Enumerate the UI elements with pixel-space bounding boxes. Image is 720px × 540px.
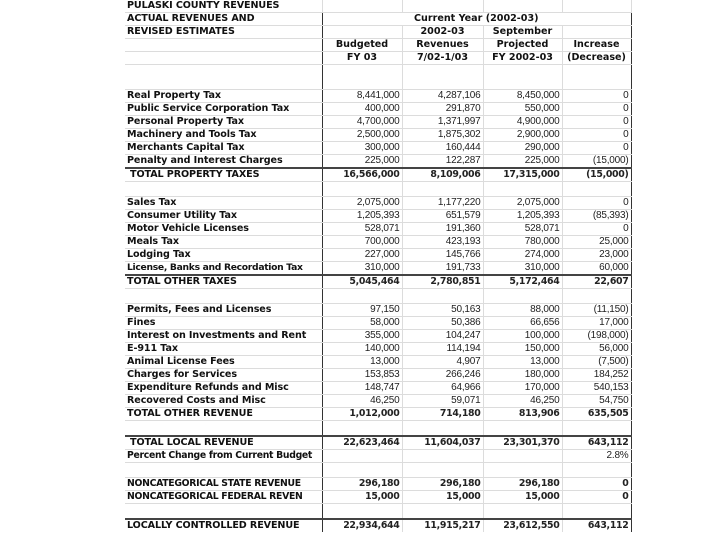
table-row: Charges for Services 153,853 266,246 180,000 184,252: [125, 369, 631, 382]
table-row: Consumer Utility Tax 1,205,393 651,579 1,205,393 (85,393): [125, 210, 631, 223]
noncategorical-federal-row: NONCATEGORICAL FEDERAL REVEN 15,000 15,000 15,000 0: [125, 491, 631, 504]
revenue-spreadsheet: [125, 0, 632, 532]
total-local-revenue-row: TOTAL LOCAL REVENUE 22,623,464 11,604,037 23,301,370 643,112: [125, 436, 631, 450]
sheet-subtitle-2: REVISED ESTIMATES: [125, 26, 322, 39]
header-budgeted: Budgeted: [322, 39, 402, 52]
table-row: Interest on Investments and Rent 355,000 104,247 100,000 (198,000): [125, 330, 631, 343]
spacer-row: [125, 65, 631, 90]
percent-change-row: Percent Change from Current Budget 2.8%: [125, 450, 631, 463]
table-row: Recovered Costs and Misc 46,250 59,071 46,250 54,750: [125, 395, 631, 408]
header-row-3: [125, 52, 631, 65]
table-row: Penalty and Interest Charges 225,000 122,287 225,000 (15,000): [125, 155, 631, 169]
title-row-2: [125, 13, 631, 26]
table-row: Expenditure Refunds and Misc 148,747 64,966 170,000 540,153: [125, 382, 631, 395]
spacer-row: [125, 463, 631, 478]
table-row: Machinery and Tools Tax 2,500,000 1,875,302 2,900,000 0: [125, 129, 631, 142]
spacer-row: [125, 289, 631, 304]
header-projected-period: FY 2002-03: [483, 52, 562, 65]
table-row: License, Banks and Recordation Tax 310,000 191,733 310,000 60,000: [125, 262, 631, 276]
spacer-row: [125, 182, 631, 197]
header-row-1: [125, 26, 631, 39]
sheet-subtitle: ACTUAL REVENUES AND: [125, 13, 322, 26]
title-row-1: [125, 0, 631, 13]
header-increase: Increase: [562, 39, 631, 52]
table-row: Animal License Fees 13,000 4,907 13,000 (7,500): [125, 356, 631, 369]
table-row: Public Service Corporation Tax 400,000 291,870 550,000 0: [125, 103, 631, 116]
table-row: Personal Property Tax 4,700,000 1,371,997 4,900,000 0: [125, 116, 631, 129]
noncategorical-state-row: NONCATEGORICAL STATE REVENUE 296,180 296,180 296,180 0: [125, 478, 631, 491]
header-budgeted-period: FY 03: [322, 52, 402, 65]
sheet-title: PULASKI COUNTY REVENUES: [125, 0, 322, 13]
spacer-row: [125, 504, 631, 520]
locally-controlled-revenue-row: LOCALLY CONTROLLED REVENUE 22,934,644 11,915,217 23,612,550 643,112: [125, 519, 631, 532]
percent-change-value: 2.8%: [562, 450, 631, 463]
header-projected: Projected: [483, 39, 562, 52]
table-row: Fines 58,000 50,386 66,656 17,000: [125, 317, 631, 330]
header-revenues-period: 7/02-1/03: [402, 52, 483, 65]
table-row: Merchants Capital Tax 300,000 160,444 290,000 0: [125, 142, 631, 155]
header-row-2: [125, 39, 631, 52]
total-other-taxes-row: TOTAL OTHER TAXES 5,045,464 2,780,851 5,172,464 22,607: [125, 275, 631, 289]
header-decrease: (Decrease): [562, 52, 631, 65]
table-row: Permits, Fees and Licenses 97,150 50,163 88,000 (11,150): [125, 304, 631, 317]
header-revenues-line1: 2002-03: [402, 26, 483, 39]
table-row: Real Property Tax 8,441,000 4,287,106 8,450,000 0: [125, 90, 631, 103]
header-projected-line1: September: [483, 26, 562, 39]
total-other-revenue-row: TOTAL OTHER REVENUE 1,012,000 714,180 813,906 635,505: [125, 408, 631, 421]
table-row: Meals Tax 700,000 423,193 780,000 25,000: [125, 236, 631, 249]
spacer-row: [125, 421, 631, 437]
header-revenues: Revenues: [402, 39, 483, 52]
table-row: Sales Tax 2,075,000 1,177,220 2,075,000 0: [125, 197, 631, 210]
table-row: Lodging Tax 227,000 145,766 274,000 23,000: [125, 249, 631, 262]
total-property-taxes-row: TOTAL PROPERTY TAXES 16,566,000 8,109,006 17,315,000 (15,000): [125, 168, 631, 182]
table-row: Motor Vehicle Licenses 528,071 191,360 528,071 0: [125, 223, 631, 236]
current-year-group-header: Current Year (2002-03): [402, 13, 562, 26]
table-row: E-911 Tax 140,000 114,194 150,000 56,000: [125, 343, 631, 356]
